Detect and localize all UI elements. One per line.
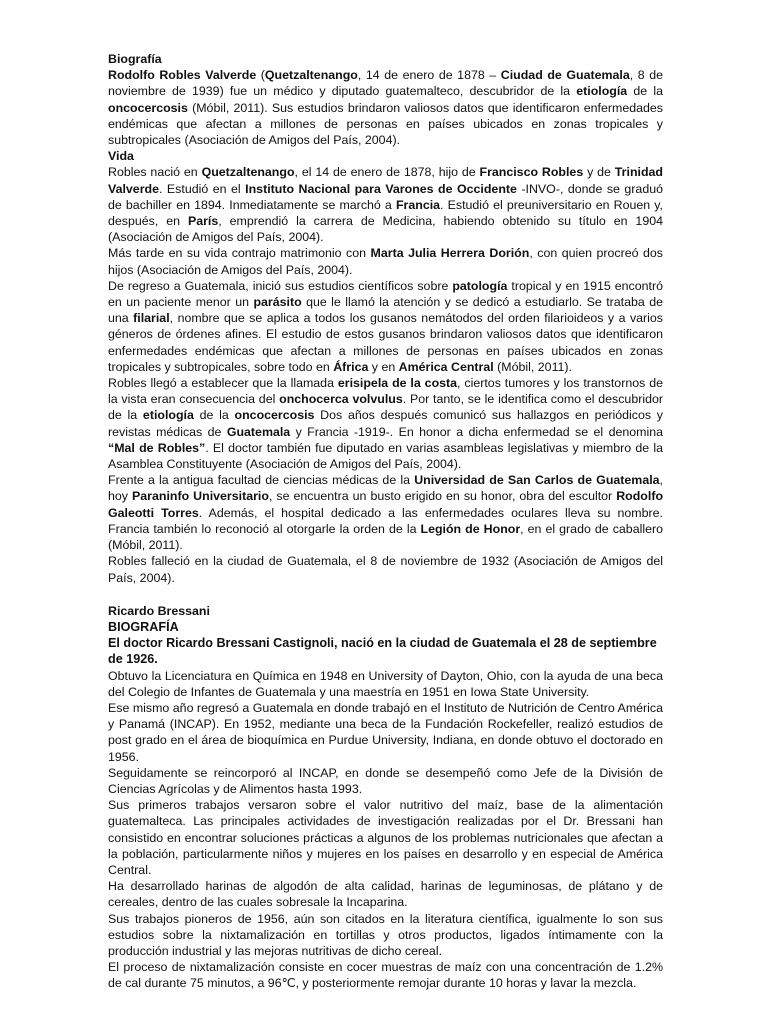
- bold-term: “Mal de Robles”: [108, 440, 206, 455]
- document-page: [108, 51, 663, 992]
- bold-term: Legión de Honor: [420, 521, 521, 536]
- heading-biografia: Biografía: [108, 52, 162, 66]
- paragraph-bressani-3: Seguidamente se reincorporó al INCAP, en donde se desempeñó como Jefe de la División de Ciencias Agrícolas y de Alimentos hasta 1993.: [108, 765, 663, 796]
- bold-term: África: [333, 359, 369, 374]
- paragraph-bressani-5: Ha desarrollado harinas de algodón de alta calidad, harinas de leguminosas, de plátano y de cereales, dentro de las cuales sobresale la Incaparina.: [108, 879, 663, 910]
- paragraph-vida-4: Robles llegó a establecer que la llamada erisipela de la costa, ciertos tumores y los transtornos de la vista eran consecuencia del onchocerca volvulus. Por tanto, se le identifica como el descubridor de la etiología de la oncocercosis Dos años después comunicó sus hallazgos en periódicos y revistas médicas de Guatemala y Francia -1919-. En honor a dicha enfermedad se el denomina “Mal de Robles”. El doctor también fue diputado en varias asambleas legislativas y miembro de la Asamblea Constituyente (Asociación de Amigos del País, 2004).: [108, 376, 664, 472]
- bold-term: Francisco Robles: [479, 165, 584, 180]
- paragraph-bressani-4: Sus primeros trabajos versaron sobre el valor nutritivo del maíz, base de la alimentación guatemalteca. Las principales actividades de investigación realizadas por el Dr. Bressani han consistido en encontrar soluciones prácticas a algunos de los problemas nutricionales que afectan a la población, particularmente niños y mujeres en los países en desarrollo y en especial de América Central.: [108, 798, 663, 877]
- heading-biografia-upper: BIOGRAFÍA: [108, 619, 179, 634]
- bold-term: Quetzaltenango: [264, 68, 358, 83]
- heading-ricardo-bressani: Ricardo Bressani: [108, 603, 210, 618]
- paragraph-bressani-1: Obtuvo la Licenciatura en Química en 1948 en University of Dayton, Ohio, con la ayuda de una beca del Colegio de Infantes de Guatemala y una maestría en 1951 en Iowa State University.: [108, 668, 663, 699]
- bold-term: Instituto Nacional para Varones de Occidente: [245, 181, 517, 196]
- bold-term: París: [187, 214, 219, 229]
- bold-term: Marta Julia Herrera Dorión: [370, 246, 530, 261]
- bold-term: Francia: [395, 197, 441, 212]
- paragraph-bressani-6: Sus trabajos pioneros de 1956, aún son citados en la literatura científica, igualmente lo son sus estudios sobre la nixtamalización en tortillas y otros productos, ligados íntimamente con la producción industrial y las mejoras nutritivas de dicho cereal.: [108, 911, 663, 958]
- bold-term: Rodolfo Galeotti Torres: [108, 489, 664, 520]
- bold-term: Trinidad Valverde: [108, 165, 663, 196]
- paragraph-vida-2: Más tarde en su vida contrajo matrimonio con Marta Julia Herrera Dorión, con quien procreó dos hijos (Asociación de Amigos del País, 2004).: [108, 246, 664, 277]
- bold-term: oncocercosis: [234, 408, 315, 423]
- bold-term: América Central: [398, 359, 494, 374]
- bold-term: Universidad de San Carlos de Guatemala: [414, 473, 660, 488]
- bold-term: parásito: [253, 295, 302, 310]
- lead-paragraph: El doctor Ricardo Bressani Castignoli, nació en la ciudad de Guatemala el 28 de septiembre de 1926.: [108, 636, 657, 667]
- paragraph-bressani-7: El proceso de nixtamalización consiste en cocer muestras de maíz con una concentración de 1.2% de cal durante 75 minutos, a 96℃, y posteriormente remojar durante 10 horas y lavar la mezcla.: [108, 960, 663, 991]
- paragraph-vida-6: Robles falleció en la ciudad de Guatemala, el 8 de noviembre de 1932 (Asociación de Amigos del País, 2004).: [108, 554, 663, 585]
- bold-term: patología: [452, 278, 508, 293]
- paragraph-intro: Rodolfo Robles Valverde (Quetzaltenango, 14 de enero de 1878 – Ciudad de Guatemala, 8 de noviembre de 1939) fue un médico y diputado guatemalteco, descubridor de la etiología de la oncocercosis (Móbil, 2011). Sus estudios brindaron valiosos datos que identificaron enfermedades endémicas que afectan a millones de personas en países ubicados en zonas tropicales y subtropicales (Asociación de Amigos del País, 2004).: [108, 68, 664, 148]
- heading-vida: Vida: [108, 149, 134, 164]
- bold-term: oncocercosis: [108, 100, 188, 115]
- bold-term: Ciudad de Guatemala: [500, 68, 630, 83]
- bold-term: erisipela de la costa: [337, 376, 458, 391]
- bold-term: etiología: [142, 408, 194, 423]
- section-gap: [108, 586, 663, 603]
- paragraph-vida-5: Frente a la antigua facultad de ciencias médicas de la Universidad de San Carlos de Guatemala, hoy Paraninfo Universitario, se encuentra un busto erigido en su honor, obra del escultor Rodolfo Galeotti Torres. Además, el hospital dedicado a las enfermedades oculares lleva su nombre. Francia también lo reconoció al otorgarle la orden de la Legión de Honor, en el grado de caballero (Móbil, 2011).: [108, 473, 664, 553]
- bold-term: onchocerca volvulus: [279, 392, 403, 407]
- bold-term: filarial: [133, 311, 170, 326]
- paragraph-vida-1: Robles nació en Quetzaltenango, el 14 de enero de 1878, hijo de Francisco Robles y de Trinidad Valverde. Estudió en el Instituto Nacional para Varones de Occidente -INVO-, donde se graduó de bachiller en 1894. Inmediatamente se marchó a Francia. Estudió el preuniversitario en Rouen y, después, en París, emprendió la carrera de Medicina, habiendo obtenido su título en 1904 (Asociación de Amigos del País, 2004).: [108, 165, 664, 245]
- bold-term: Quetzaltenango: [201, 165, 295, 180]
- paragraph-bressani-2: Ese mismo año regresó a Guatemala en donde trabajó en el Instituto de Nutrición de Centro América y Panamá (INCAP). En 1952, mediante una beca de la Fundación Rockefeller, realizó estudios de post grado en el área de bioquímica en Purdue University, Indiana, en donde obtuvo el doctorado en 1956.: [108, 700, 663, 764]
- bold-term: etiología: [576, 84, 628, 99]
- paragraph-vida-3: De regreso a Guatemala, inició sus estudios científicos sobre patología tropical y en 1915 encontró en un paciente menor un parásito que le llamó la atención y se dedicó a estudiarlo. Se trataba de una filarial, nombre que se aplica a todos los gusanos nemátodos del orden filarioideos y a varios géneros de órdenes afines. El estudio de estos gusanos brindaron valiosos datos que identificaron enfermedades endémicas que afectan a millones de personas en países ubicados en zonas tropicales y subtropicales, sobre todo en África y en América Central (Móbil, 2011).: [108, 278, 663, 374]
- bold-term: Rodolfo Robles Valverde: [108, 68, 257, 83]
- bold-term: Paraninfo Universitario: [132, 489, 269, 504]
- bold-term: Guatemala: [226, 424, 291, 439]
